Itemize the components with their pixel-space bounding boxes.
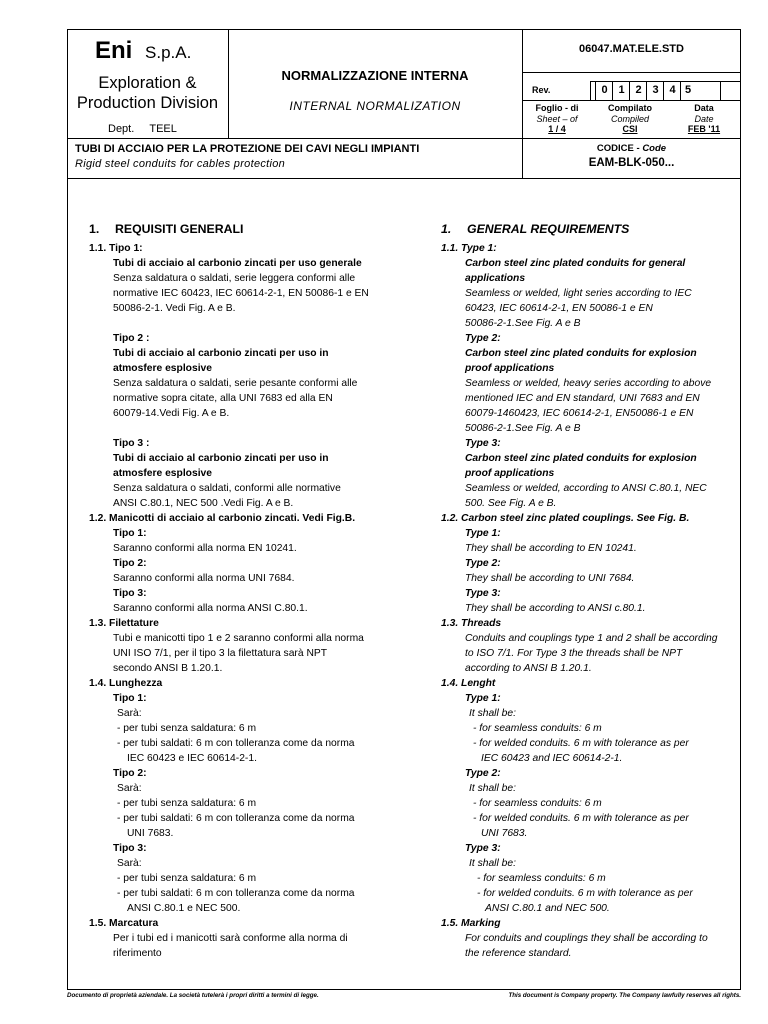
length-seamless: - for seamless conduits: 6 m (473, 798, 602, 809)
subject-italian: TUBI DI ACCIAIO PER LA PROTEZIONE DEI CAVI NEGLI IMPIANTI (75, 143, 420, 155)
section-number: 1. (441, 222, 452, 236)
type2-text: 60079-14.Vedi Fig. A e B. (113, 408, 230, 419)
marking-text: Per i tubi ed i manicotti sarà conforme alla norma di (113, 933, 348, 944)
subject-english: Rigid steel conduits for cables protection (75, 158, 286, 170)
company-logo-text: Eni (95, 37, 133, 64)
length-type2: Type 2: (465, 768, 501, 779)
subsection-1-3: 1.3. Threads (441, 618, 502, 629)
footer-italian: Documento di proprietà aziendale. La società tutelerà i propri diritti a termini di legge. (67, 992, 319, 999)
length-welded-cont: ANSI C.80.1 and NEC 500. (485, 903, 610, 914)
type1-text: Seamless or welded, light series according to IEC (465, 288, 692, 299)
type1-title: Carbon steel zinc plated conduits for general (465, 258, 686, 269)
rev-cell-6 (720, 81, 742, 100)
english-column (441, 221, 739, 961)
header-divider (67, 138, 741, 139)
type1-text: normative IEC 60423, IEC 60614-2-1, EN 50086-1 e EN (113, 288, 369, 299)
sheet-block (525, 103, 589, 135)
type2-text: mentioned IEC and EN standard, UNI 7683 and EN (465, 393, 700, 404)
dept-value: TEEL (149, 123, 177, 135)
type3-title: Carbon steel zinc plated conduits for explosion (465, 453, 697, 464)
coupling-type1-text: They shall be according to EN 10241. (465, 543, 637, 554)
length-intro: Sarà: (117, 858, 142, 869)
threads-text: according to ANSI B 1.20.1. (465, 663, 592, 674)
subsection-1-1: 1.1. Tipo 1: (89, 243, 143, 254)
length-type3: Type 3: (465, 843, 501, 854)
threads-text: UNI ISO 7/1, per il tipo 3 la filettatura sarà NPT (113, 648, 328, 659)
length-seamless: - for seamless conduits: 6 m (477, 873, 606, 884)
compiled-value: CSI (622, 124, 638, 134)
type3-title: proof applications (465, 468, 555, 479)
compiled-label-en: Compiled (610, 113, 650, 124)
length-welded: - per tubi saldati: 6 m con tolleranza come da norma (117, 738, 355, 749)
coupling-type1-text: Saranno conformi alla norma EN 10241. (113, 543, 297, 554)
type2-text: 60079-1460423, IEC 60614-2-1, EN50086-1 e EN (465, 408, 694, 419)
type2-title: Tubi di acciaio al carbonio zincati per uso in (113, 348, 329, 359)
subsection-1-5: 1.5. Marcatura (89, 918, 159, 929)
length-seamless: - for seamless conduits: 6 m (473, 723, 602, 734)
coupling-type2-text: Saranno conformi alla norma UNI 7684. (113, 573, 295, 584)
compiled-label-it: Compilato (608, 103, 652, 113)
header-divider (228, 29, 229, 138)
type2-text: Seamless or welded, heavy series according to above (465, 378, 712, 389)
header-divider (522, 100, 741, 101)
rev-cell-5: 5 (680, 81, 720, 100)
coupling-type3: Tipo 3: (113, 588, 147, 599)
date-label-it: Data (694, 103, 714, 113)
section-title: GENERAL REQUIREMENTS (467, 222, 630, 236)
subsection-1-2: 1.2. Carbon steel zinc plated couplings. See Fig. B. (441, 513, 690, 524)
coupling-type3-text: Saranno conformi alla norma ANSI C.80.1. (113, 603, 308, 614)
subsection-1-3: 1.3. Filettature (89, 618, 159, 629)
type1-title: Tubi di acciaio al carbonio zincati per uso generale (113, 258, 362, 269)
company-name (95, 37, 191, 65)
type2-label: Type 2: (465, 333, 501, 344)
length-seamless: - per tubi senza saldatura: 6 m (117, 798, 257, 809)
length-welded: - per tubi saldati: 6 m con tolleranza come da norma (117, 813, 355, 824)
type3-text: Seamless or welded, according to ANSI C.80.1, NEC (465, 483, 707, 494)
length-welded-cont: UNI 7683. (481, 828, 528, 839)
section-heading (441, 221, 739, 237)
threads-text: Conduits and couplings type 1 and 2 shall be according (465, 633, 718, 644)
sheet-label-en: Sheet – of (536, 113, 578, 124)
threads-text: Tubi e manicotti tipo 1 e 2 saranno conformi alla norma (113, 633, 364, 644)
length-intro: It shall be: (469, 858, 516, 869)
type2-title: Carbon steel zinc plated conduits for explosion (465, 348, 697, 359)
code-value: EAM-BLK-050... (588, 157, 675, 169)
type2-title: atmosfere esplosive (113, 363, 213, 374)
length-welded-cont: ANSI C.80.1 e NEC 500. (127, 903, 241, 914)
sheet-value: 1 / 4 (548, 124, 566, 134)
header-divider (522, 72, 741, 73)
rev-label: Rev. (532, 85, 551, 95)
type3-text: 500. See Fig. A e B. (465, 498, 557, 509)
length-welded: - for welded conduits. 6 m with tolerance as per (477, 888, 693, 899)
type1-text: 50086-2-1.See Fig. A e B (465, 318, 581, 329)
subsection-1-4: 1.4. Lenght (441, 678, 496, 689)
sheet-label-it: Foglio - di (535, 103, 579, 113)
coupling-type1: Type 1: (465, 528, 501, 539)
type2-text: normative sopra citate, alla UNI 7683 ed alla EN (113, 393, 333, 404)
type2-title: proof applications (465, 363, 555, 374)
type3-label: Tipo 3 : (113, 438, 150, 449)
length-intro: It shall be: (469, 783, 516, 794)
coupling-type2: Type 2: (465, 558, 501, 569)
subsection-1-2: 1.2. Manicotti di acciaio al carbonio zincati. Vedi Fig.B. (89, 513, 356, 524)
marking-text: For conduits and couplings they shall be according to (465, 933, 708, 944)
marking-text: the reference standard. (465, 948, 572, 959)
type1-text: 60423, IEC 60614-2-1, EN 50086-1 e EN (465, 303, 653, 314)
type3-title: Tubi di acciaio al carbonio zincati per uso in (113, 453, 329, 464)
length-seamless: - per tubi senza saldatura: 6 m (117, 873, 257, 884)
code-label-en: Code (642, 143, 667, 154)
coupling-type1: Tipo 1: (113, 528, 147, 539)
title-italian: NORMALIZZAZIONE INTERNA (281, 68, 469, 83)
dept (108, 123, 177, 135)
type1-text: 50086-2-1. Vedi Fig. A e B. (113, 303, 236, 314)
length-seamless: - per tubi senza saldatura: 6 m (117, 723, 257, 734)
rev-cell-4: 4 (663, 81, 681, 100)
type1-text: Senza saldatura o saldati, serie leggera conformi alle (113, 273, 356, 284)
coupling-type2-text: They shall be according to UNI 7684. (465, 573, 635, 584)
length-welded: - for welded conduits. 6 m with tolerance as per (473, 813, 689, 824)
division-line-2: Production Division (76, 94, 219, 112)
length-welded: - per tubi saldati: 6 m con tolleranza come da norma (117, 888, 355, 899)
coupling-type3-text: They shall be according to ANSI c.80.1. (465, 603, 646, 614)
division-line-1: Exploration & (98, 74, 197, 92)
italian-column (89, 221, 429, 961)
document-code: 06047.MAT.ELE.STD (579, 43, 684, 55)
subsection-1-1: 1.1. Type 1: (441, 243, 497, 254)
rev-cell-2: 2 (629, 81, 647, 100)
subsection-1-5: 1.5. Marking (441, 918, 501, 929)
length-type3: Tipo 3: (113, 843, 147, 854)
title-english: INTERNAL NORMALIZATION (289, 99, 461, 113)
header-divider (590, 81, 591, 100)
section-title: REQUISITI GENERALI (115, 222, 244, 236)
type3-label: Type 3: (465, 438, 501, 449)
type3-text: ANSI C.80.1, NEC 500 .Vedi Fig. A e B. (113, 498, 294, 509)
code-label-it: CODICE - (596, 143, 640, 154)
length-welded-cont: UNI 7683. (127, 828, 174, 839)
subsection-1-4: 1.4. Lunghezza (89, 678, 163, 689)
coupling-type3: Type 3: (465, 588, 501, 599)
footer-english: This document is Company property. The Company lawfully reserves all rights. (508, 992, 741, 999)
length-type1: Tipo 1: (113, 693, 147, 704)
coupling-type2: Tipo 2: (113, 558, 147, 569)
header-divider (67, 178, 741, 179)
length-type2: Tipo 2: (113, 768, 147, 779)
code-label (522, 143, 741, 154)
rev-cell-3: 3 (646, 81, 664, 100)
type2-text: 50086-2-1.See Fig. A e B (465, 423, 581, 434)
company-suffix: S.p.A. (145, 43, 192, 62)
section-heading (89, 221, 429, 237)
section-number: 1. (89, 222, 100, 236)
length-intro: It shall be: (469, 708, 516, 719)
length-intro: Sarà: (117, 708, 142, 719)
type1-title: applications (465, 273, 526, 284)
rev-cell-1: 1 (612, 81, 630, 100)
length-welded: - for welded conduits. 6 m with tolerance as per (473, 738, 689, 749)
threads-text: to ISO 7/1. For Type 3 the threads shall be NPT (465, 648, 683, 659)
length-welded-cont: IEC 60423 e IEC 60614-2-1. (127, 753, 257, 764)
date-block (676, 103, 732, 135)
type3-title: atmosfere esplosive (113, 468, 213, 479)
length-type1: Type 1: (465, 693, 501, 704)
marking-text: riferimento (113, 948, 162, 959)
type2-text: Senza saldatura o saldati, serie pesante conformi alle (113, 378, 358, 389)
length-intro: Sarà: (117, 783, 142, 794)
date-value: FEB '11 (687, 124, 721, 134)
date-label-en: Date (694, 113, 714, 124)
compiled-block (595, 103, 665, 135)
dept-label: Dept. (108, 123, 135, 135)
type3-text: Senza saldatura o saldati, conformi alle normative (113, 483, 341, 494)
type2-label: Tipo 2 : (113, 333, 150, 344)
threads-text: secondo ANSI B 1.20.1. (113, 663, 223, 674)
length-welded-cont: IEC 60423 and IEC 60614-2-1. (481, 753, 623, 764)
rev-cell-0: 0 (595, 81, 613, 100)
